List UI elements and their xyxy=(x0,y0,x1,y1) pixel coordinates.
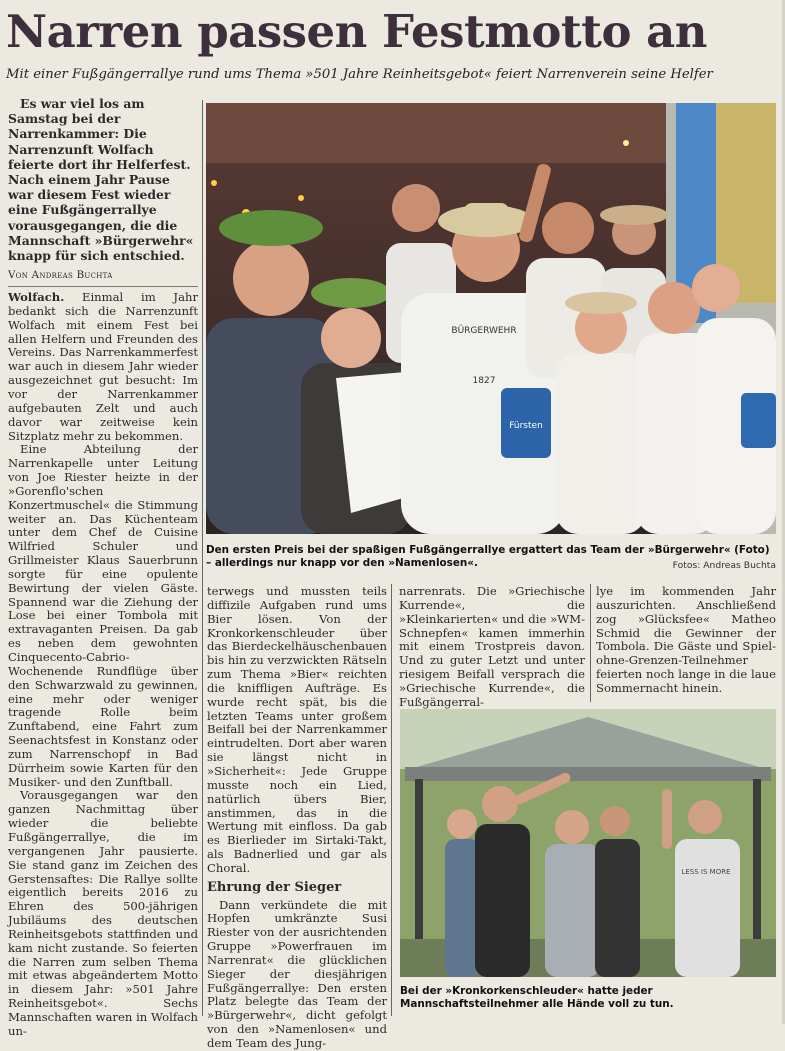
body-paragraph-4: terwegs und mussten teils diffizile Aufgaben rund ums Bier lösen. Von der Kronkorkenschleuder über das Bierdeckelhäuschenbauen bis hin zu verzwickten Rätseln zum Thema »Bier« reichten die kniffligen Aufträge. Es wurde recht spät, bis die letzten Teams unter großem Beifall bei der Narrenkammer eintrudelten. Dort aber waren sie längst nicht in »Sicherheit«: Jede Gruppe musste noch ein Lied, natürlich übers Bier, anstimmen, das in die Wertung mit einfloss. Da gab es Bierlieder im Sirtaki-Takt, als Badnerlied und gar als Choral. xyxy=(207,584,387,875)
headline: Narren passen Festmotto an xyxy=(6,5,708,58)
body-paragraph-5: Dann verkündete die mit Hopfen umkränzte Susi Riester von der ausrichtenden Gruppe »Powerfrauen im Narrenrat« die glücklichen Sieger der diesjährigen Fußgängerrallye: Den ersten Platz belegte das Team der »Bürgerwehr«, dicht gefolgt von den »Namenlosen« und dem Team des Jung- xyxy=(207,897,387,1050)
body-paragraph-6: narrenrats. Die »Griechische Kurrende«, die »Kleinkarierten« und die »WM-Schnepfen« kamen immerhin mit einem Trostpreis davon. Und zu guter Letzt und unter riesigem Beifall versprach die »Griechische Kurrende«, die Fußgängerral- xyxy=(399,584,585,709)
dateline: Wolfach. xyxy=(8,290,65,305)
body-paragraph-7: lye im kommenden Jahr auszurichten. Anschließend zog »Glücksfee« Matheo Schmid die Gewinner der Tombola. Die Gäste und Spiel-ohne-Grenzen-Teilnehmer feierten noch lange in die laue Sommernacht hinein. xyxy=(596,584,776,695)
photo-kronkorkenschleuder xyxy=(400,709,776,977)
subheadline: Mit einer Fußgängerrallye rund ums Thema »501 Jahre Reinheitsgebot« feiert Narrenverein seine Helfer xyxy=(6,67,713,82)
column-rule xyxy=(391,584,392,1016)
shirt-text: BÜRGERWEHR xyxy=(451,326,517,336)
byline: Von Andreas Buchta xyxy=(8,269,198,287)
column-2 xyxy=(207,585,387,1051)
column-3 xyxy=(399,585,585,710)
body-paragraph-1: Wolfach. Einmal im Jahr bedankt sich die Narrenzunft Wolfach mit einem Fest bei allen Helfern und Freunden des Vereins. Das Narrenkammerfest war auch in diesem Jahr wieder ausgezeichnet gut besucht: Im vor der Narrenkammer aufgebauten Zelt und auch davor war zeitweise kein Sitzplatz mehr zu bekommen. xyxy=(8,290,198,443)
body-paragraph-2: Eine Abteilung der Narrenkapelle unter Leitung von Joe Riester heizte in der »Gorenflo'schen Konzertmuschel« die Stimmung weiter an. Das Küchenteam unter dem Chef de Cuisine Wilfried Schuler und Grillmeister Klaus Sauerbrunn sorgte für eine opulente Bewirtung der vielen Gäste. Spannend war die Ziehung der Lose bei einer Tombola mit extravaganten Preisen. Da gab es neben dem gewohnten Cinquecento-Cabrio-Wochenende Rundflüge über den Schwarzwald zu gewinnen, eine mehr oder weniger tragende Rolle beim Zunftabend, eine Fahrt zum Seenachtsfest in Konstanz oder zum Narrenschopf in Bad Dürrheim sowie Karten für den Musiker- und den Zunftball. xyxy=(8,442,198,789)
can-label: Fürsten xyxy=(509,421,543,431)
column-rule xyxy=(202,100,203,1016)
photo-illustration xyxy=(206,103,776,534)
photo-team-buergerwehr xyxy=(206,103,776,534)
body-paragraph-3: Vorausgegangen war den ganzen Nachmittag über wieder die beliebte Fußgängerrallye, die im vergangenen Jahr pausierte. Sie stand ganz im Zeichen des Gerstensaftes: Die Rallye sollte eigentlich bereits 2016 zu Ehren des 500-jährigen Jubiläums des deutschen Reinheitsgebots stattfinden und kam nicht zustande. So feierten die Narren zum selben Thema mit etwas abgeändertem Motto in diesem Jahr: »501 Jahre Reinheitsgebot«. Sechs Mannschaften waren in Wolfach un- xyxy=(8,788,198,1038)
subheading-ehrung: Ehrung der Sieger xyxy=(207,879,342,895)
column-rule xyxy=(590,584,591,702)
photo1-caption: Den ersten Preis bei der spaßigen Fußgängerrallye ergattert das Team der »Bürgerwehr« (Foto) – allerdings nur knapp vor den »Namenlosen«. xyxy=(206,544,770,569)
lead-paragraph: Es war viel los am Samstag bei der Narrenkammer: Die Narrenzunft Wolfach feierte dort ihr Helferfest. Nach einem Jahr Pause war diesem Fest wieder eine Fußgängerrallye vorausgegangen, die die Mannschaft »Bürgerwehr« knapp für sich entschied. xyxy=(8,96,194,264)
shirt-text-2: LESS IS MORE xyxy=(681,868,731,876)
shirt-year: 1827 xyxy=(472,376,496,386)
photo-credit: Fotos: Andreas Buchta xyxy=(672,560,776,571)
beer-can-right xyxy=(741,393,776,448)
column-1 xyxy=(8,96,198,1039)
column-4 xyxy=(596,585,776,696)
photo2-illustration xyxy=(400,709,776,977)
photo2-caption: Bei der »Kronkorkenschleuder« hatte jeder Mannschaftsteilnehmer alle Hände voll zu tun. xyxy=(400,985,674,1010)
